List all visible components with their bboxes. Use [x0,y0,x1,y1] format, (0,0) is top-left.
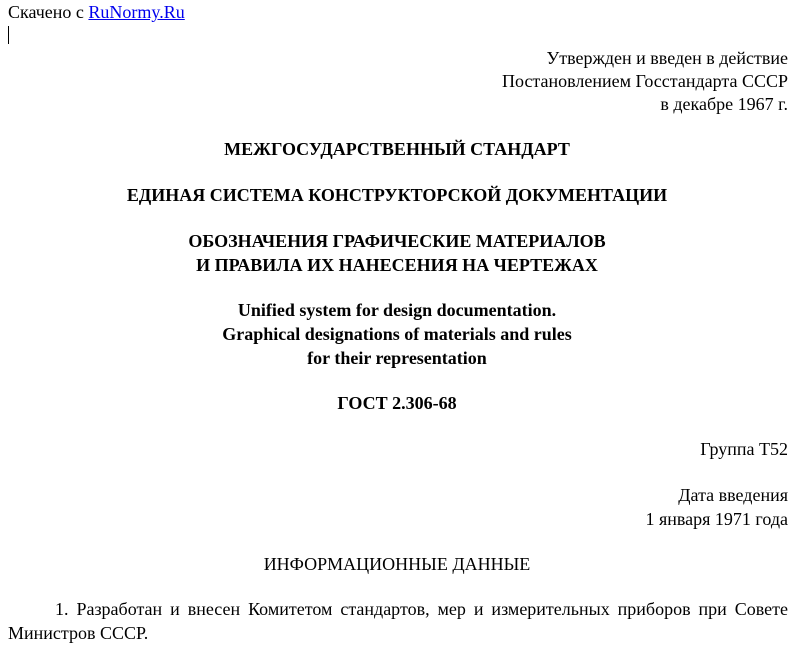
document-title [0,229,794,277]
source-prefix: Скачено с [8,2,84,22]
gost-number [0,391,794,415]
document-title-line-2: И ПРАВИЛА ИХ НАНЕСЕНИЯ НА ЧЕРТЕЖАХ [196,255,598,275]
source-line [8,2,185,23]
introduction-date-block [645,483,788,531]
standard-type-text: МЕЖГОСУДАРСТВЕННЫЙ СТАНДАРТ [224,139,570,159]
english-title-line-3: for their representation [307,348,487,368]
source-link[interactable]: RuNormy.Ru [88,2,185,22]
introduction-date-label: Дата введения [678,485,788,505]
introduction-date-value: 1 января 1971 года [645,509,788,529]
english-title-line-2: Graphical designations of materials and rules [222,324,572,344]
system-title-text: ЕДИНАЯ СИСТЕМА КОНСТРУКТОРСКОЙ ДОКУМЕНТАЦИИ [126,185,668,205]
group-text: Группа Т52 [700,439,788,459]
approval-line-3: в декабре 1967 г. [660,94,788,114]
standard-type [0,137,794,161]
text-cursor [8,26,9,44]
group-block [700,437,788,461]
gost-number-text: ГОСТ 2.306-68 [337,393,457,413]
paragraph-1: 1. Разработан и внесен Комитетом стандартов, мер и измерительных приборов при Совете Министров СССР. [8,599,788,643]
approval-line-1: Утвержден и введен в действие [546,48,788,68]
english-title-line-1: Unified system for design documentation. [237,300,557,320]
system-title [0,183,794,207]
approval-line-2: Постановлением Госстандарта СССР [502,71,788,91]
document-title-line-1: ОБОЗНАЧЕНИЯ ГРАФИЧЕСКИЕ МАТЕРИАЛОВ [188,231,606,251]
english-title [0,298,794,370]
info-heading: ИНФОРМАЦИОННЫЕ ДАННЫЕ [263,554,531,574]
approval-block [502,47,788,116]
